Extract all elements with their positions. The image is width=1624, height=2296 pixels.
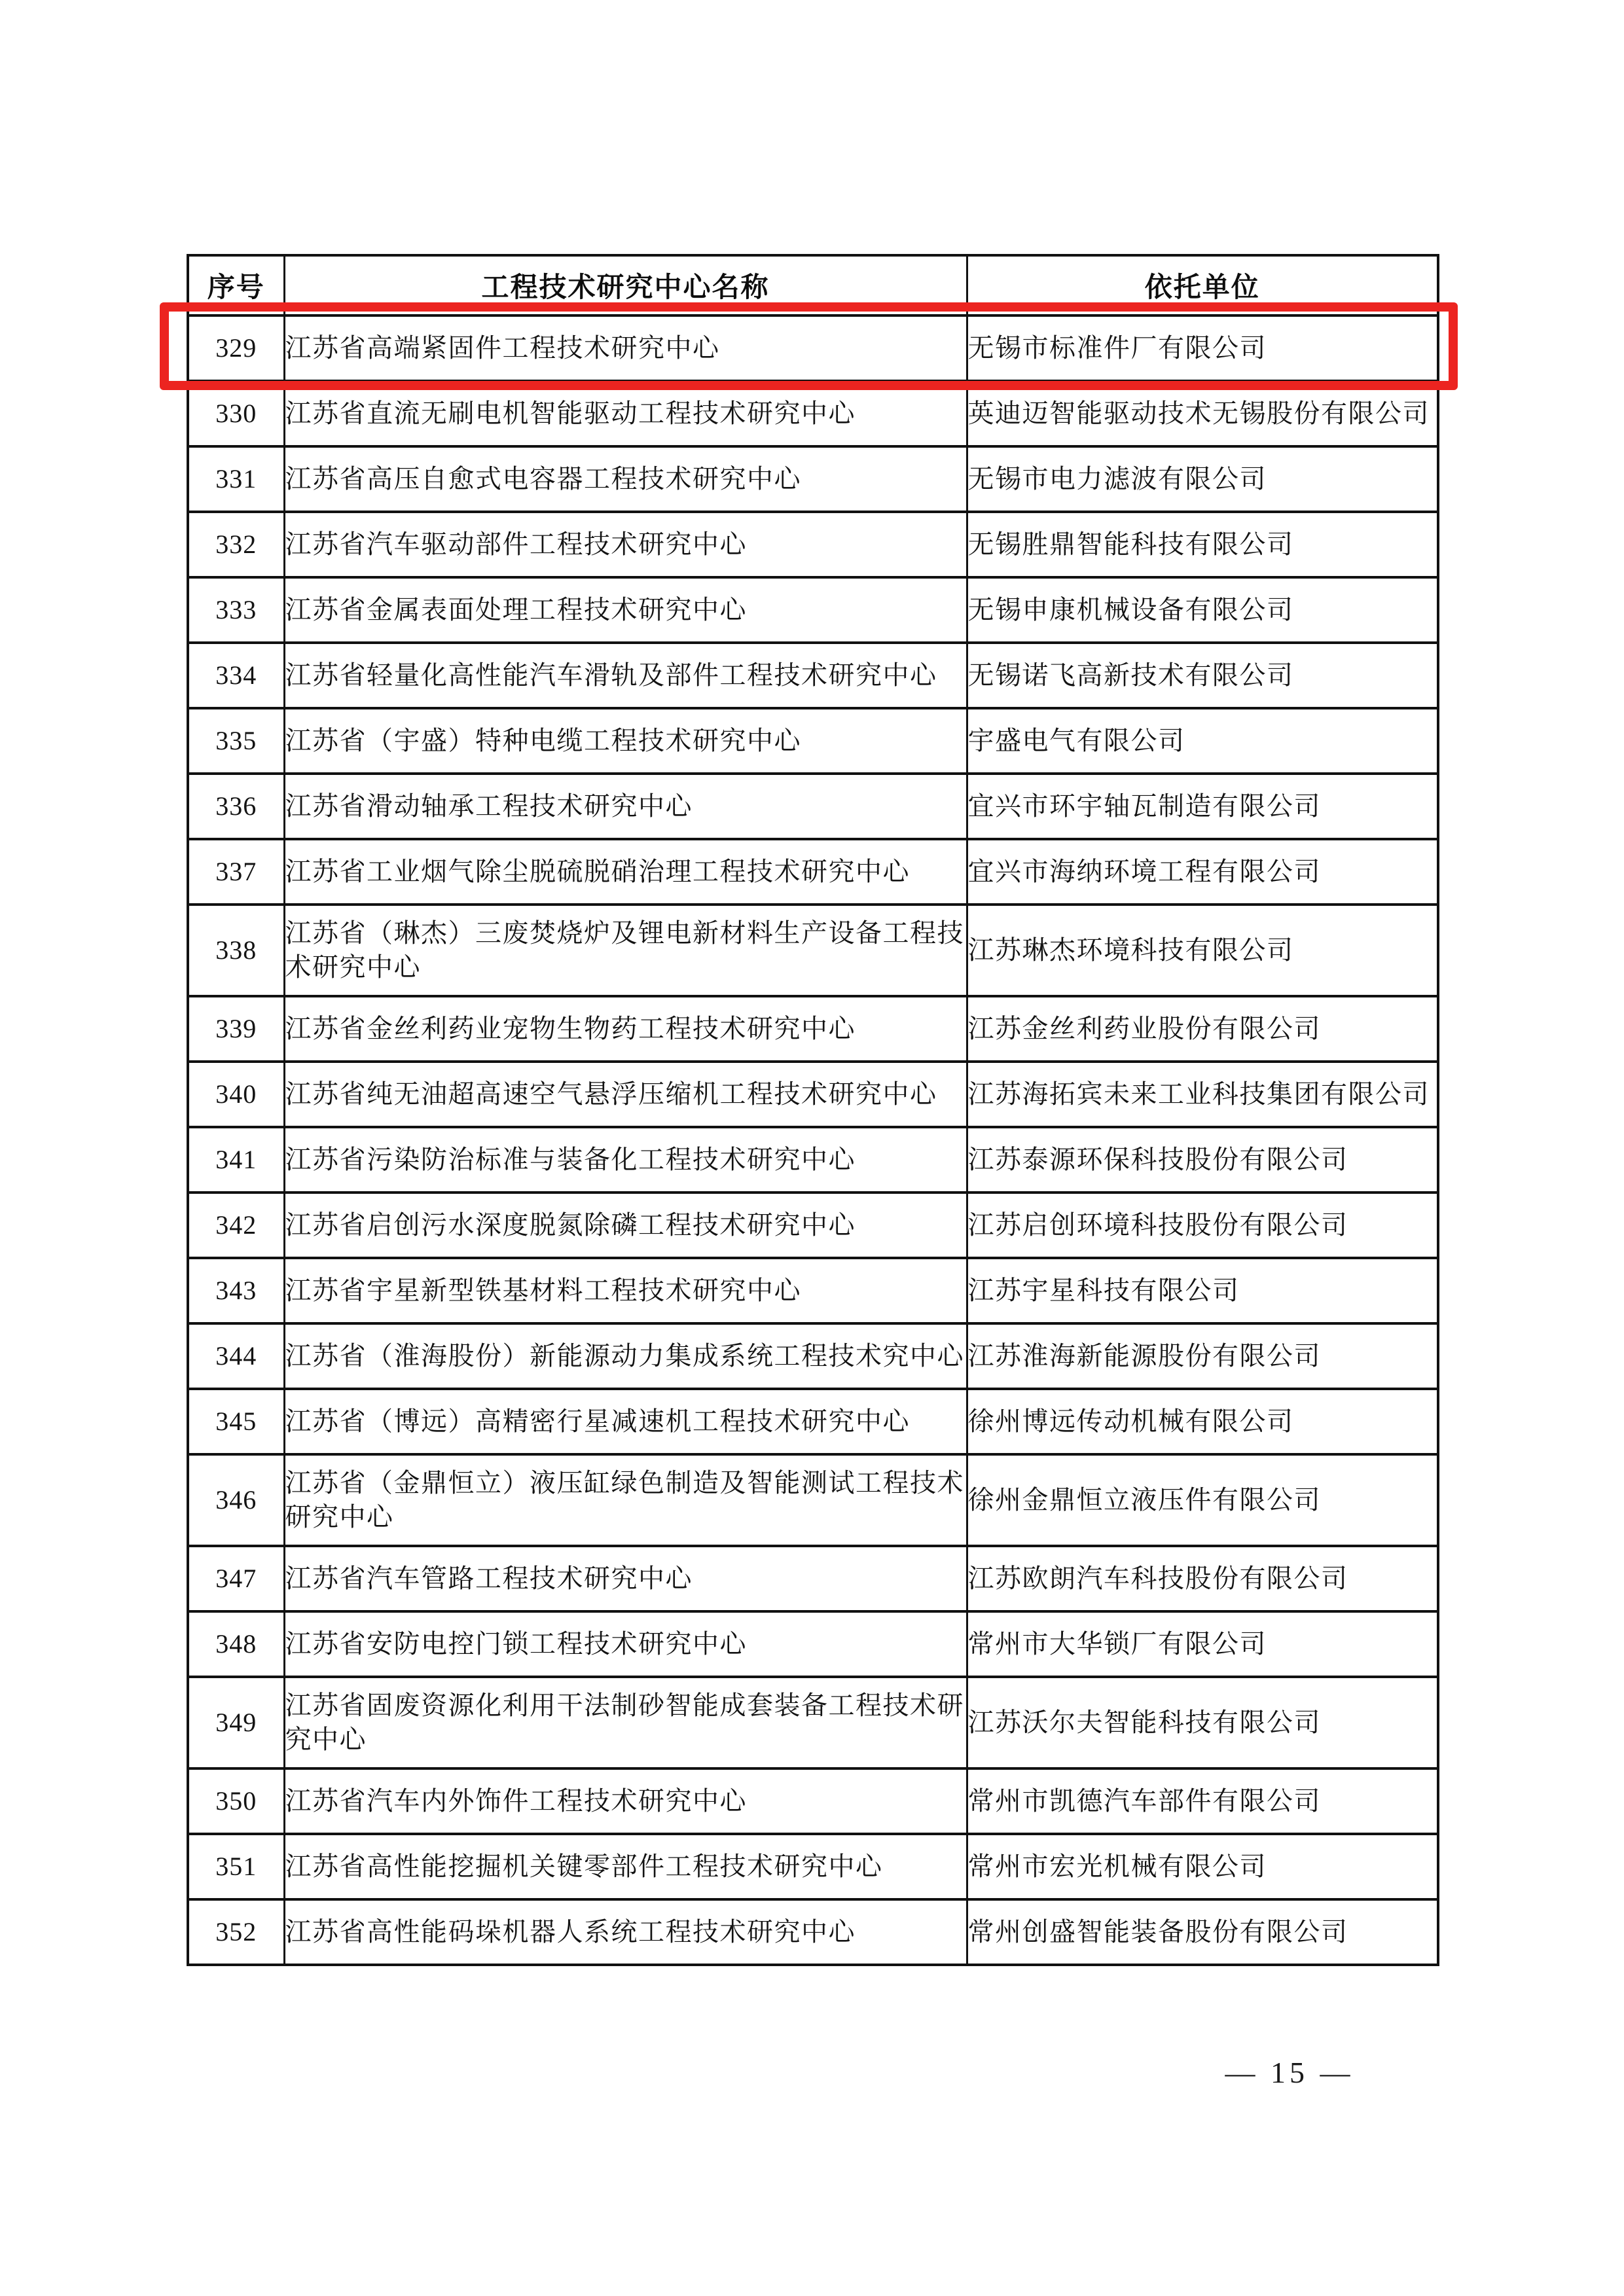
cell-no: 333 — [188, 577, 284, 643]
cell-no: 343 — [188, 1258, 284, 1323]
cell-no: 332 — [188, 512, 284, 577]
cell-org: 英迪迈智能驱动技术无锡股份有限公司 — [967, 381, 1438, 446]
table-row-343 — [188, 1258, 1438, 1323]
cell-org: 江苏海拓宾未来工业科技集团有限公司 — [967, 1062, 1438, 1127]
cell-center-name: 江苏省启创污水深度脱氮除磷工程技术研究中心 — [284, 1193, 967, 1258]
table-row-346 — [188, 1454, 1438, 1546]
cell-no: 349 — [188, 1677, 284, 1768]
table-row-342 — [188, 1193, 1438, 1258]
table-row-333 — [188, 577, 1438, 643]
cell-center-name: 江苏省滑动轴承工程技术研究中心 — [284, 774, 967, 839]
cell-org: 常州市大华锁厂有限公司 — [967, 1611, 1438, 1677]
cell-center-name: 江苏省轻量化高性能汽车滑轨及部件工程技术研究中心 — [284, 643, 967, 708]
cell-no: 344 — [188, 1323, 284, 1389]
cell-no: 340 — [188, 1062, 284, 1127]
cell-center-name: 江苏省污染防治标准与装备化工程技术研究中心 — [284, 1127, 967, 1193]
cell-no: 329 — [188, 315, 284, 381]
table-row-335 — [188, 708, 1438, 774]
table-row-338 — [188, 905, 1438, 996]
cell-org: 江苏沃尔夫智能科技有限公司 — [967, 1677, 1438, 1768]
table-header-row — [188, 255, 1438, 315]
cell-no: 342 — [188, 1193, 284, 1258]
cell-center-name: 江苏省高压自愈式电容器工程技术研究中心 — [284, 446, 967, 512]
cell-org: 无锡申康机械设备有限公司 — [967, 577, 1438, 643]
cell-org: 江苏琳杰环境科技有限公司 — [967, 905, 1438, 996]
cell-no: 330 — [188, 381, 284, 446]
cell-no: 331 — [188, 446, 284, 512]
cell-no: 337 — [188, 839, 284, 905]
cell-org: 宇盛电气有限公司 — [967, 708, 1438, 774]
cell-center-name: 江苏省（琳杰）三废焚烧炉及锂电新材料生产设备工程技术研究中心 — [284, 905, 967, 996]
cell-center-name: 江苏省（淮海股份）新能源动力集成系统工程技术究中心 — [284, 1323, 967, 1389]
table-row-341 — [188, 1127, 1438, 1193]
cell-no: 352 — [188, 1899, 284, 1965]
cell-center-name: 江苏省汽车驱动部件工程技术研究中心 — [284, 512, 967, 577]
cell-no: 348 — [188, 1611, 284, 1677]
table-row-347 — [188, 1546, 1438, 1611]
cell-org: 无锡诺飞高新技术有限公司 — [967, 643, 1438, 708]
cell-no: 339 — [188, 996, 284, 1062]
table-row-350 — [188, 1768, 1438, 1834]
cell-center-name: 江苏省工业烟气除尘脱硫脱硝治理工程技术研究中心 — [284, 839, 967, 905]
header-cell-no: 序号 — [188, 255, 284, 315]
table-row-336 — [188, 774, 1438, 839]
cell-center-name: 江苏省安防电控门锁工程技术研究中心 — [284, 1611, 967, 1677]
cell-center-name: 江苏省高性能码垛机器人系统工程技术研究中心 — [284, 1899, 967, 1965]
table-row-351 — [188, 1834, 1438, 1899]
page-number: — 15 — — [1225, 2056, 1354, 2089]
cell-no: 351 — [188, 1834, 284, 1899]
cell-org: 江苏欧朗汽车科技股份有限公司 — [967, 1546, 1438, 1611]
cell-org: 江苏淮海新能源股份有限公司 — [967, 1323, 1438, 1389]
cell-no: 346 — [188, 1454, 284, 1546]
cell-center-name: 江苏省金属表面处理工程技术研究中心 — [284, 577, 967, 643]
cell-org: 宜兴市海纳环境工程有限公司 — [967, 839, 1438, 905]
cell-center-name: 江苏省纯无油超高速空气悬浮压缩机工程技术研究中心 — [284, 1062, 967, 1127]
cell-center-name: 江苏省高端紧固件工程技术研究中心 — [284, 315, 967, 381]
cell-org: 无锡市电力滤波有限公司 — [967, 446, 1438, 512]
cell-org: 江苏泰源环保科技股份有限公司 — [967, 1127, 1438, 1193]
cell-org: 常州市凯德汽车部件有限公司 — [967, 1768, 1438, 1834]
cell-org: 无锡胜鼎智能科技有限公司 — [967, 512, 1438, 577]
cell-no: 350 — [188, 1768, 284, 1834]
table-row-332 — [188, 512, 1438, 577]
table-row-345 — [188, 1389, 1438, 1454]
cell-no: 334 — [188, 643, 284, 708]
cell-no: 336 — [188, 774, 284, 839]
table-row-352 — [188, 1899, 1438, 1965]
cell-org: 江苏宇星科技有限公司 — [967, 1258, 1438, 1323]
table-row-334 — [188, 643, 1438, 708]
cell-center-name: 江苏省宇星新型铁基材料工程技术研究中心 — [284, 1258, 967, 1323]
cell-org: 徐州金鼎恒立液压件有限公司 — [967, 1454, 1438, 1546]
table-row-344 — [188, 1323, 1438, 1389]
table-row-330 — [188, 381, 1438, 446]
table-row-348 — [188, 1611, 1438, 1677]
cell-center-name: 江苏省（博远）高精密行星减速机工程技术研究中心 — [284, 1389, 967, 1454]
cell-center-name: 江苏省金丝利药业宠物生物药工程技术研究中心 — [284, 996, 967, 1062]
cell-center-name: 江苏省固废资源化利用干法制砂智能成套装备工程技术研究中心 — [284, 1677, 967, 1768]
cell-no: 347 — [188, 1546, 284, 1611]
cell-org: 徐州博远传动机械有限公司 — [967, 1389, 1438, 1454]
table-row-340 — [188, 1062, 1438, 1127]
cell-org: 常州创盛智能装备股份有限公司 — [967, 1899, 1438, 1965]
cell-no: 341 — [188, 1127, 284, 1193]
cell-no: 335 — [188, 708, 284, 774]
cell-org: 无锡市标准件厂有限公司 — [967, 315, 1438, 381]
cell-center-name: 江苏省汽车管路工程技术研究中心 — [284, 1546, 967, 1611]
table-row-349 — [188, 1677, 1438, 1768]
cell-center-name: 江苏省（宇盛）特种电缆工程技术研究中心 — [284, 708, 967, 774]
header-cell-center-name: 工程技术研究中心名称 — [284, 255, 967, 315]
cell-center-name: 江苏省（金鼎恒立）液压缸绿色制造及智能测试工程技术研究中心 — [284, 1454, 967, 1546]
cell-center-name: 江苏省高性能挖掘机关键零部件工程技术研究中心 — [284, 1834, 967, 1899]
table-row-339 — [188, 996, 1438, 1062]
cell-no: 338 — [188, 905, 284, 996]
research-centers-table — [187, 254, 1439, 1966]
cell-center-name: 江苏省直流无刷电机智能驱动工程技术研究中心 — [284, 381, 967, 446]
cell-org: 江苏金丝利药业股份有限公司 — [967, 996, 1438, 1062]
cell-org: 江苏启创环境科技股份有限公司 — [967, 1193, 1438, 1258]
cell-no: 345 — [188, 1389, 284, 1454]
table-row-337 — [188, 839, 1438, 905]
cell-center-name: 江苏省汽车内外饰件工程技术研究中心 — [284, 1768, 967, 1834]
cell-org: 常州市宏光机械有限公司 — [967, 1834, 1438, 1899]
table-row-331 — [188, 446, 1438, 512]
header-cell-org: 依托单位 — [967, 255, 1438, 315]
cell-org: 宜兴市环宇轴瓦制造有限公司 — [967, 774, 1438, 839]
table-row-329 — [188, 315, 1438, 381]
